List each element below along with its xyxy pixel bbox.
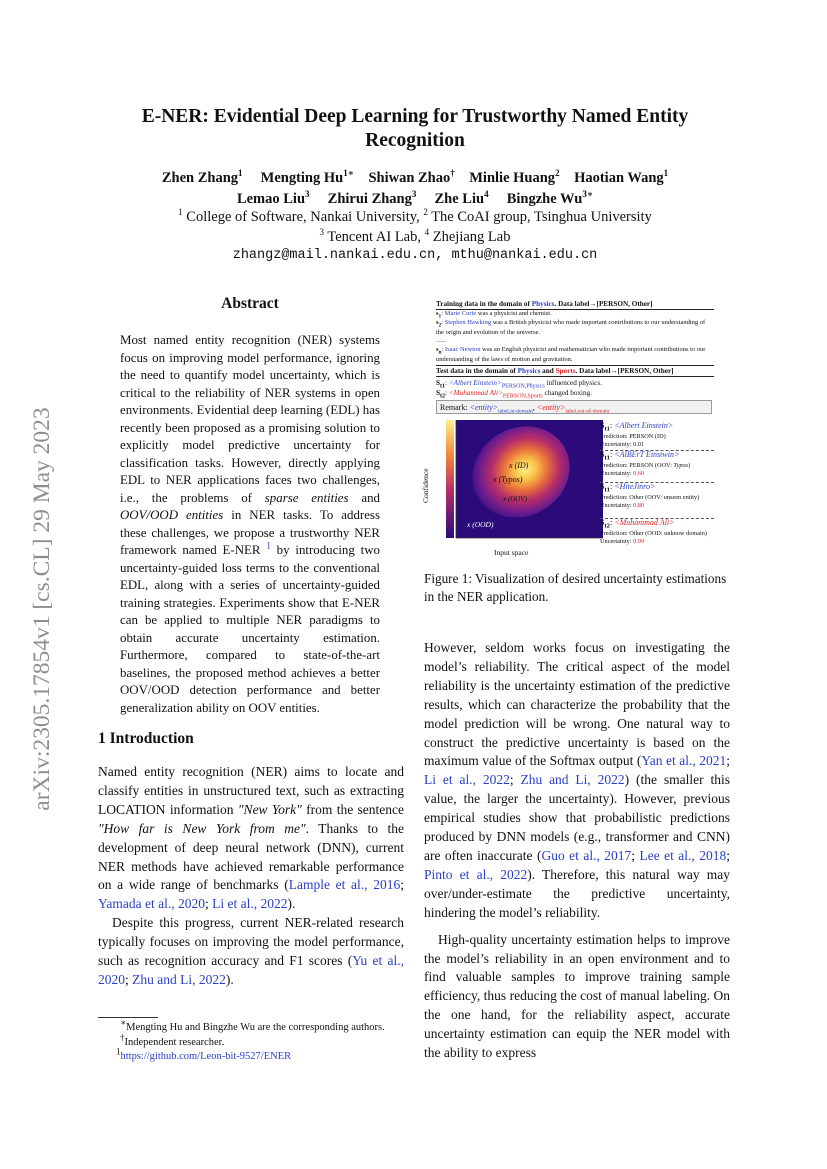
figure-rule: [436, 376, 714, 377]
citation-link[interactable]: Li et al., 2022: [424, 772, 510, 788]
figure-1: [421, 298, 714, 557]
author: Haotian Wang$^1$: [574, 168, 669, 186]
footnote-rule: [98, 1017, 158, 1018]
figure-rule: [436, 365, 714, 366]
author: Zhe Liu$^4$: [434, 189, 489, 207]
test-sentence: $S_{t2}$: <Muhammad $Ali>_{PERSON,Sports}$ changed boxing.: [436, 389, 593, 400]
author: Lemao Liu$^3$: [236, 189, 310, 207]
title-line-2: Recognition: [365, 130, 465, 151]
footnotes: ∗Mengting Hu and Bingzhe Wu are the corresponding authors. †Independent researcher. 1https://github.com/Leon-bit-9527/ENER: [116, 1017, 385, 1062]
author-list: [100, 168, 730, 210]
annotation-t1-unseen: $S_{t1}$: <HiteJinro> Prediction: Other (OOV: unseen entity) Uncertainty: 0.80: [600, 482, 715, 510]
author: Bingzhe $Wu^{3∗}$: [506, 189, 594, 207]
citation-link[interactable]: Lee et al., 2018: [639, 847, 727, 863]
point-ood: x (OOD): [467, 520, 494, 529]
citation-link[interactable]: Li et al., 2022: [212, 896, 288, 912]
citation-link[interactable]: Yu et al., 2020: [98, 953, 404, 987]
colorbar: [446, 420, 454, 538]
point-id: x (ID): [509, 461, 529, 470]
test-sentence: $S_{t1}$: <Albert $Einstein>_{PERSON,Physics}$ influenced physics.: [436, 379, 602, 390]
annotation-t1-oov: $S_{t1}$: <AlBErT Einstwin> Prediction: PERSON (OOV: Typos) Uncertainty: 0.60: [600, 450, 715, 478]
train-data-heading: Training data in the domain of Physics. Data label→[PERSON, Other]: [436, 300, 653, 308]
affiliations: $^1$ College of Software, Nankai University, $^2$ The CoAI group, Tsinghua University $^3$ Tencent AI Lab, $^4$ Zhejiang Lab: [178, 207, 652, 245]
paper-title: [120, 105, 710, 153]
abstract-body: Most named entity recognition (NER) systems focus on improving model performance, ignoring the need to quantify model uncertainty, which is critical to the reliability of NER systems in open environments. Evidential deep learning (EDL) has recently been proposed as a promising solution to explicitly model predictive uncertainty for classification tasks. However, directly applying EDL to NER applications faces two challenges, i.e., the problems of sparse entities and OOV/OOD entities in NER tasks. To address these challenges, we propose a trustworthy NER framework named E-NER $^1$ by introducing two uncertainty-guided loss terms to the conventional EDL, along with a series of uncertainty-guided training strategies. Experiments show that E-NER can be applied to multiple NER paradigms to obtain accurate uncertainty estimation. Furthermore, compared to state-of-the-art baselines, the proposed method achieves a better OOV/OOD detection performance and better generalization ability on OOV entities.: [120, 333, 380, 715]
title-line-1: E-NER: Evidential Deep Learning for Trustworthy Named Entity: [141, 106, 689, 127]
author: Shiwan Zhao†: [368, 168, 455, 186]
point-typos: x (Typos): [493, 475, 523, 484]
author: Minlie Huang$^2$: [469, 168, 560, 186]
train-sentence: $s_n$: Isaac Newton was an English physicist and mathematician who made important contributions to our understanding of the laws of motion and gravitation.: [436, 346, 706, 364]
arxiv-stamp: [22, 349, 62, 869]
test-data-heading: Test data in the domain of Physics and Sports. Data label→[PERSON, Other]: [436, 367, 674, 375]
citation-link[interactable]: Yan et al., 2021: [641, 753, 727, 769]
citation-link[interactable]: Zhu and Li, 2022: [132, 971, 226, 987]
author-emails: zhangz@mail.nankai.edu.cn, mthu@nankai.edu.cn: [232, 248, 598, 263]
abstract-heading: Abstract: [221, 295, 279, 312]
citation-link[interactable]: Guo et al., 2017: [541, 847, 632, 863]
train-sentence: $s_2$: Stephen Hawking was a British physicist who made important contributions to our understanding of the origin and evolution of the universe.: [436, 319, 706, 337]
author: Zhirui Zhang$^3$: [327, 189, 417, 207]
intro-column-right: However, seldom works focus on investigating the model’s reliability. The critical aspect of the model reliability is the uncertainty estimation of the predictive results, which can characterize the probability that the model prediction will be wrong. One natural way to construct the predictive uncertainty is based on the maximum value of the Softmax output (Yan et al., 2021; Li et al., 2022; Zhu and Li, 2022) (the smaller this value, the larger the uncertainty). However, previous empirical studies show that probabilistic predictions produced by DNN models (e.g., transformer and CNN) are often inaccurate (Guo et al., 2017; Lee et al., 2018; Pinto et al., 2022). Therefore, this natural way may over/under-estimate the predictive uncertainty, hindering the model’s reliability. High-quality uncertainty estimation helps to improve the model’s reliability in an open environment and to find valuable samples to improve training sample efficiency, thus reducing the cost of manual labeling. On the one hand, for the reliability aspect, accurate uncertainty estimation can equip the NER model with the ability to express: [424, 640, 731, 1061]
citation-link[interactable]: Yamada et al., 2020: [98, 896, 205, 912]
figure-caption: Figure 1: Visualization of desired uncertainty estimations in the NER application.: [424, 571, 727, 604]
section-heading-introduction: 1 Introduction: [98, 730, 194, 747]
figure-remark: Remark: $<entity>_{label,in-domain}$, $<entity>_{label,out-of-domain}$: [436, 400, 712, 414]
y-axis-label: Confidence: [421, 468, 430, 503]
point-oov: x (OOV): [503, 495, 527, 503]
author: Zhen Zhang$^1$: [161, 168, 243, 186]
citation-link[interactable]: Zhu and Li, 2022: [520, 772, 625, 788]
author: Mengting $Hu^{1∗}$: [260, 168, 354, 186]
x-axis-label: Input space: [494, 548, 529, 557]
citation-link[interactable]: Pinto et al., 2022: [424, 866, 528, 882]
intro-column-left: Named entity recognition (NER) aims to locate and classify entities in unstructured text, such as extracting LOCATION information "New York" from the sentence "How far is New York from me". Thanks to the development of deep neural network (DNN), current NER methods have achieved remarkable performance on a wide range of benchmarks (Lample et al., 2016; Yamada et al., 2020; Li et al., 2022). Despite this progress, current NER-related research typically focuses on improving the model performance, such as recognition accuracy and F1 scores (Yu et al., 2020; Zhu and Li, 2022).: [98, 764, 405, 987]
footnote-url-link[interactable]: https://github.com/Leon-bit-9527/ENER: [120, 1051, 292, 1062]
arxiv-stamp-text: arXiv:2305.17854v1 [cs.CL] 29 May 2023: [29, 407, 55, 811]
train-sentence: $s_1$: Marie Curie was a physicist and chemist.: [436, 310, 552, 320]
ellipsis: ......: [436, 337, 446, 344]
annotation-t1: $S_{t1}$: <Albert Einstein> Prediction: PERSON (ID) Uncertainty: 0.01: [600, 421, 674, 449]
citation-link[interactable]: Lample et al., 2016: [288, 877, 401, 893]
uncertainty-heatmap: [446, 420, 603, 546]
annotation-t2: $S_{t2}$: <Muhammad Ali> Prediction: Other (OOD: unknow domain) Uncertainty: 0.99: [600, 518, 715, 546]
